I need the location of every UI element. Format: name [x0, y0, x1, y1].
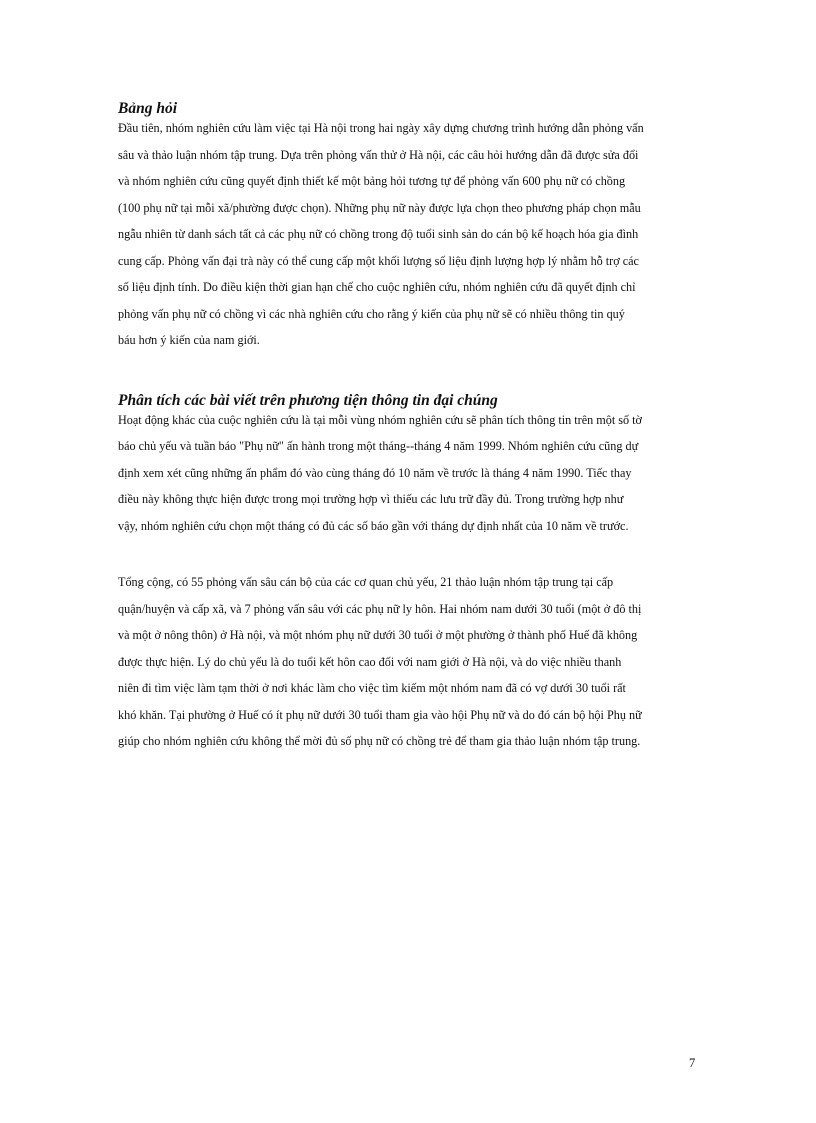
- text-line: vậy, nhóm nghiên cứu chọn một tháng có đủ các số báo gần với tháng dự định nhất của 10 năm về trước.: [118, 518, 629, 533]
- text-line: niên đi tìm việc làm tạm thời ở nơi khác làm cho việc tìm kiếm một nhóm nam đã có vợ dưới 30 tuổi rất: [118, 681, 626, 695]
- section-heading: Bảng hỏi: [118, 100, 178, 117]
- text-line: cung cấp. Phỏng vấn đại trà này có thể cung cấp một khối lượng số liệu định lượng hợp lý nhằm hỗ trợ các: [118, 253, 639, 268]
- text-line: và nhóm nghiên cứu cũng quyết định thiết kế một bảng hỏi tương tự để phỏng vấn 600 phụ nữ có chồng: [118, 174, 626, 188]
- section-paragraph: [118, 407, 700, 540]
- text-line: sâu và thảo luận nhóm tập trung. Dựa trên phỏng vấn thử ở Hà nội, các câu hỏi hướng dẫn đã được sửa đổi: [118, 147, 639, 162]
- section-paragraph: [118, 569, 700, 755]
- section-paragraph: [118, 115, 700, 354]
- text-line: định xem xét cũng những ấn phẩm đó vào cùng tháng đó 10 năm về trước là tháng 4 năm 1990. Tiếc thay: [118, 465, 632, 480]
- text-line: số liệu định tính. Do điều kiện thời gian hạn chế cho cuộc nghiên cứu, nhóm nghiên cứu đã quyết định chỉ: [118, 280, 636, 294]
- text-line: ngẫu nhiên từ danh sách tất cả các phụ nữ có chồng trong độ tuổi sinh sản do cán bộ kế hoạch hóa gia đình: [118, 227, 639, 241]
- section-heading: Phân tích các bài viết trên phương tiện thông tin đại chúng: [118, 391, 498, 409]
- text-line: được thực hiện. Lý do chủ yếu là do tuổi kết hôn cao đối với nam giới ở Hà nội, và do việc nhiều thanh: [118, 654, 622, 669]
- text-line: Tổng cộng, có 55 phỏng vấn sâu cán bộ của các cơ quan chủ yếu, 21 thảo luận nhóm tập trung tại cấp: [118, 575, 614, 589]
- text-line: giúp cho nhóm nghiên cứu không thể mời đủ số phụ nữ có chồng trẻ để tham gia thảo luận nhóm tập trung.: [118, 734, 641, 748]
- text-line: khó khăn. Tại phường ở Huế có ít phụ nữ dưới 30 tuổi tham gia vào hội Phụ nữ và do đó cán bộ hội Phụ nữ: [118, 707, 642, 722]
- document-page: [118, 100, 700, 755]
- text-line: điều này không thực hiện được trong mọi trường hợp vì thiếu các lưu trữ đầy đủ. Trong trường hợp như: [118, 492, 624, 506]
- section-media-analysis: [118, 392, 700, 540]
- text-line: Đầu tiên, nhóm nghiên cứu làm việc tại Hà nội trong hai ngày xây dựng chương trình hướng dẫn phỏng vấn: [118, 121, 644, 135]
- text-line: và một ở nông thôn) ở Hà nội, và một nhóm phụ nữ dưới 30 tuổi ở một phường ở thành phố Huế đã không: [118, 628, 638, 642]
- text-line: phỏng vấn phụ nữ có chồng vì các nhà nghiên cứu cho rằng ý kiến của phụ nữ sẽ có nhiều thông tin quý: [118, 306, 625, 321]
- text-line: báu hơn ý kiến của nam giới.: [118, 333, 260, 347]
- text-line: Hoạt động khác của cuộc nghiên cứu là tại mỗi vùng nhóm nghiên cứu sẽ phân tích thông tin trên một số tờ: [118, 412, 642, 427]
- text-line: quận/huyện và cấp xã, và 7 phỏng vấn sâu với các phụ nữ ly hôn. Hai nhóm nam dưới 30 tuổi (một ở đô thị: [118, 601, 642, 616]
- text-line: báo chủ yếu và tuần báo "Phụ nữ" ấn hành trong một tháng--tháng 4 năm 1999. Nhóm nghiên cứu cũng dự: [118, 439, 639, 453]
- page-number: 7: [689, 1056, 696, 1070]
- section-questionnaire: [118, 100, 700, 354]
- text-line: (100 phụ nữ tại mỗi xã/phường được chọn). Những phụ nữ này được lựa chọn theo phương pháp chọn mẫu: [118, 200, 641, 215]
- section-summary: [118, 569, 700, 755]
